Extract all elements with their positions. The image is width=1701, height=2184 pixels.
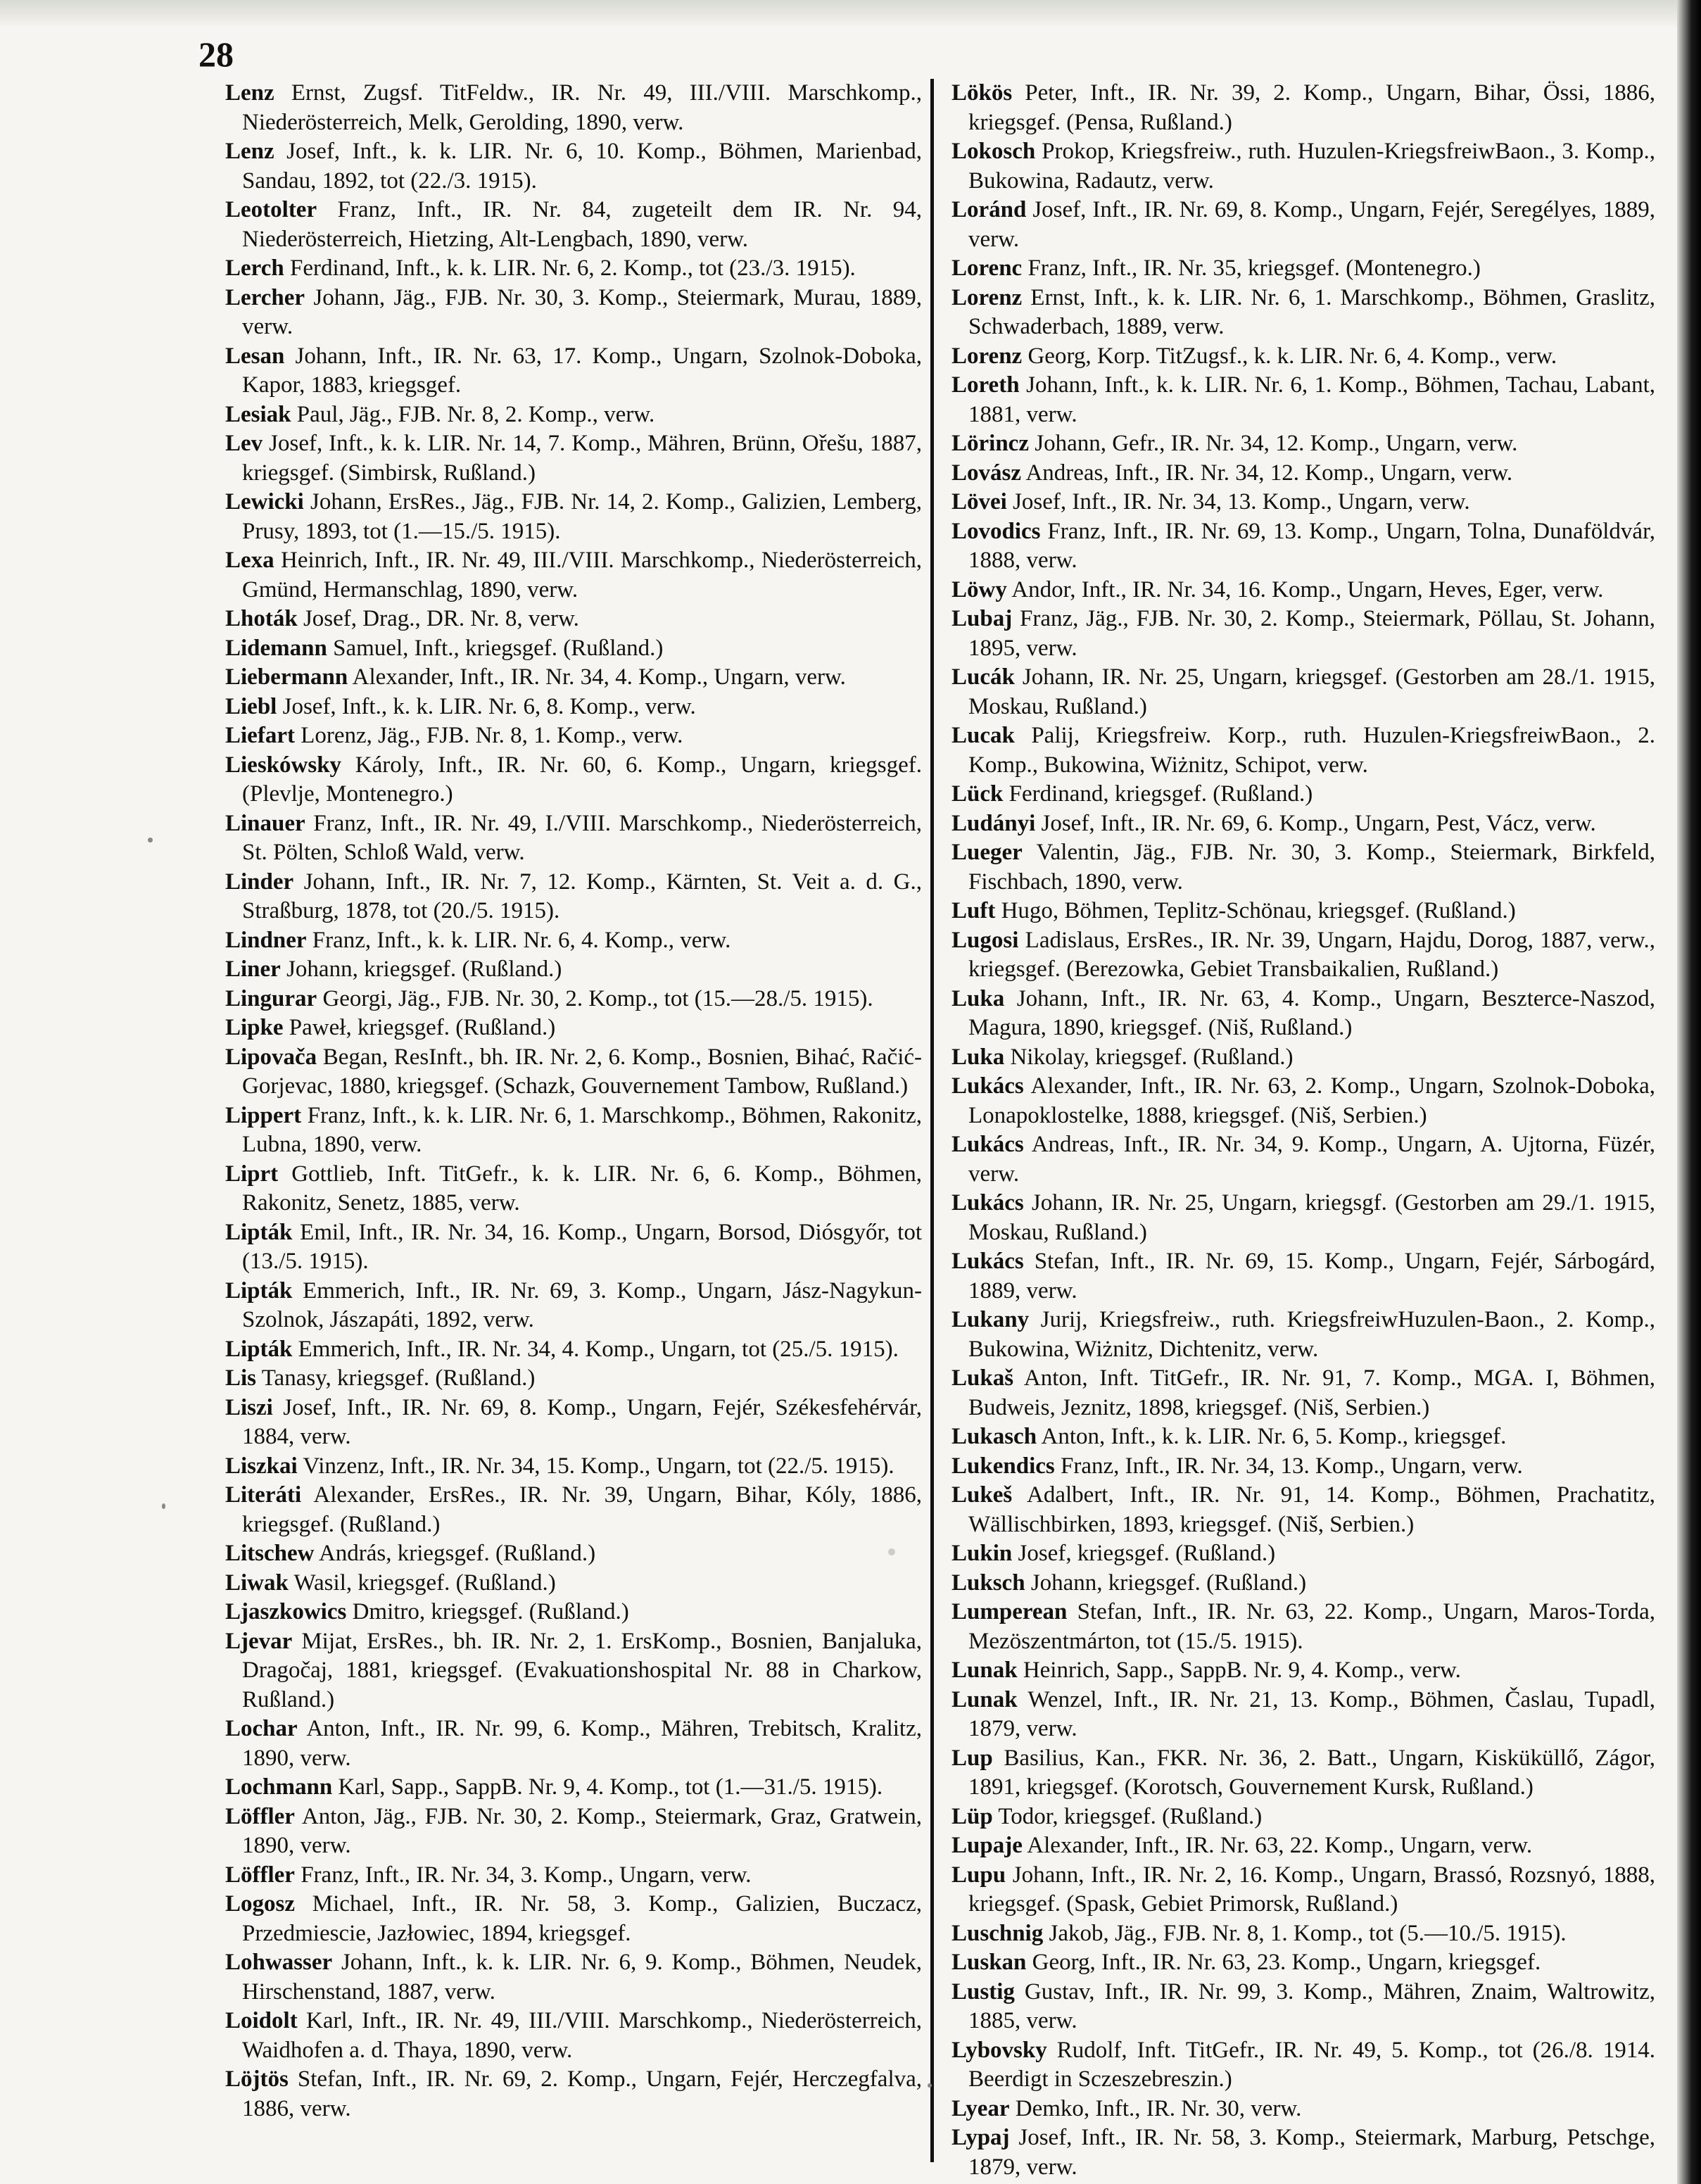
- entry-surname: Lueger: [951, 840, 1023, 865]
- entry-details: Ladislaus, ErsRes., IR. Nr. 39, Ungarn, Hajdu, Dorog, 1887, verw., kriegsgef. (Berezowka, Gebiet Transbaikalien, Rußland.): [968, 927, 1655, 982]
- left-column-entry: [225, 1452, 922, 1482]
- left-column-entry: [225, 693, 922, 722]
- entry-details: Stefan, Inft., IR. Nr. 69, 15. Komp., Ungarn, Fejér, Sárbogárd, 1889, verw.: [968, 1249, 1656, 1304]
- entry-details: Ferdinand, Inft., k. k. LIR. Nr. 6, 2. Komp., tot (23./3. 1915).: [289, 255, 856, 281]
- entry-details: Franz, Inft., IR. Nr. 34, 3. Komp., Ungarn, verw.: [301, 1862, 752, 1888]
- entry-surname: Literáti: [225, 1482, 302, 1508]
- scan-speck: [162, 1503, 165, 1509]
- entry-surname: Lohwasser: [225, 1950, 333, 1975]
- left-column-entry: [225, 342, 922, 400]
- entry-surname: Logosz: [225, 1891, 295, 1917]
- entry-details: Johann, Inft., IR. Nr. 7, 12. Komp., Kärnten, St. Veit a. d. G., Straßburg, 1878, tot (20./5. 1915).: [242, 869, 923, 923]
- left-column-entry: [225, 1160, 922, 1218]
- right-column-entry: [951, 1364, 1655, 1422]
- entry-surname: Lück: [951, 781, 1004, 807]
- entry-surname: Lybovsky: [951, 2037, 1047, 2063]
- entry-surname: Leotolter: [225, 197, 317, 222]
- right-column-entry: [951, 488, 1655, 517]
- entry-details: Heinrich, Inft., IR. Nr. 49, III./VIII. Marschkomp., Niederösterreich, Gmünd, Hermanschlag, 1890, verw.: [242, 548, 923, 602]
- entry-surname: Lev: [225, 431, 263, 456]
- entry-details: Franz, Jäg., FJB. Nr. 30, 2. Komp., Steiermark, Pöllau, St. Johann, 1895, verw.: [968, 606, 1655, 661]
- entry-details: Anton, Inft., k. k. LIR. Nr. 6, 5. Komp., kriegsgef.: [1041, 1424, 1507, 1449]
- entry-details: Michael, Inft., IR. Nr. 58, 3. Komp., Galizien, Buczacz, Przedmiescie, Jazłowiec, 1894, kriegsgef.: [242, 1891, 923, 1946]
- entry-surname: Lippert: [225, 1102, 302, 1128]
- scan-top-shadow: [0, 0, 1701, 28]
- entry-surname: Liprt: [225, 1161, 279, 1187]
- left-column-entry: [225, 1890, 922, 1948]
- left-column-entry: [225, 254, 922, 284]
- left-column-entry: [225, 429, 922, 488]
- entry-details: Emmerich, Inft., IR. Nr. 34, 4. Komp., Ungarn, tot (25./5. 1915).: [298, 1336, 899, 1362]
- entry-surname: Lup: [951, 1745, 993, 1771]
- right-column-entry: [951, 2036, 1655, 2095]
- entry-details: Josef, Inft., k. k. LIR. Nr. 6, 10. Komp., Böhmen, Marienbad, Sandau, 1892, tot (22./3. 1915).: [242, 139, 922, 194]
- entry-surname: Lipovača: [225, 1044, 317, 1070]
- entry-surname: Lukasch: [951, 1424, 1037, 1449]
- entry-surname: Luft: [951, 898, 996, 923]
- entry-details: Hugo, Böhmen, Teplitz-Schönau, kriegsgef. (Rußland.): [1001, 898, 1516, 923]
- entry-details: Paul, Jäg., FJB. Nr. 8, 2. Komp., verw.: [296, 401, 655, 427]
- entry-surname: Löffler: [225, 1803, 295, 1829]
- right-column-entry: [951, 1539, 1655, 1569]
- left-column-entry: [225, 634, 922, 664]
- entry-surname: Lipták: [225, 1336, 293, 1362]
- left-column-entry: [225, 488, 922, 546]
- entry-details: Josef, Inft., IR. Nr. 69, 6. Komp., Ungarn, Pest, Vácz, verw.: [1041, 810, 1596, 836]
- right-column-entry: [951, 1831, 1655, 1861]
- left-column-entry: [225, 1481, 922, 1539]
- right-column-entry: [951, 897, 1655, 926]
- entry-details: Georgi, Jäg., FJB. Nr. 30, 2. Komp., tot (15.—28./5. 1915).: [322, 985, 873, 1011]
- entry-surname: Lipták: [225, 1277, 293, 1304]
- entry-details: Alexander, Inft., IR. Nr. 34, 4. Komp., Ungarn, verw.: [352, 664, 846, 690]
- entry-details: Franz, Inft., IR. Nr. 69, 13. Komp., Ungarn, Tolna, Dunaföldvár, 1888, verw.: [968, 518, 1655, 573]
- entry-surname: Lövei: [951, 489, 1007, 515]
- entry-surname: Lunak: [951, 1686, 1018, 1712]
- entry-details: Dmitro, kriegsgef. (Rußland.): [352, 1599, 629, 1624]
- entry-details: Johann, Inft., k. k. LIR. Nr. 6, 9. Komp., Böhmen, Neudek, Hirschenstand, 1887, verw.: [242, 1950, 923, 2005]
- page-number: 28: [198, 34, 234, 74]
- entry-surname: Lörincz: [951, 431, 1029, 456]
- entry-surname: Loreth: [951, 372, 1020, 398]
- left-column-entry: [225, 196, 922, 254]
- entry-details: Georg, Korp. TitZugsf., k. k. LIR. Nr. 6, 4. Komp., verw.: [1027, 343, 1557, 369]
- entry-surname: Lunak: [951, 1658, 1018, 1683]
- right-column-entry: [951, 1569, 1655, 1598]
- right-column-entry: [951, 254, 1655, 284]
- right-column-entry: [951, 1656, 1655, 1686]
- scan-right-edge: [1677, 0, 1701, 2184]
- entry-surname: Lubaj: [951, 606, 1013, 631]
- entry-details: Franz, Inft., k. k. LIR. Nr. 6, 4. Komp., verw.: [312, 927, 731, 953]
- right-column-entry: [951, 1481, 1655, 1539]
- right-column-entry: [951, 1452, 1655, 1482]
- right-column-entry: [951, 342, 1655, 372]
- entry-details: Josef, Inft., IR. Nr. 58, 3. Komp., Steiermark, Marburg, Petschge, 1879, verw.: [968, 2125, 1656, 2180]
- entry-surname: Löffler: [225, 1862, 295, 1888]
- entry-details: Emmerich, Inft., IR. Nr. 69, 3. Komp., Ungarn, Jász-Nagykun-Szolnok, Jászapáti, 1892, verw.: [242, 1277, 923, 1332]
- left-column-entry: [225, 1715, 922, 1773]
- entry-surname: Lerch: [225, 255, 284, 281]
- entry-surname: Lupu: [951, 1862, 1006, 1888]
- right-column-entry: [951, 371, 1655, 429]
- right-column-entry: [951, 1130, 1655, 1189]
- right-column-entry: [951, 137, 1655, 196]
- entry-details: Palij, Kriegsfreiw. Korp., ruth. Huzulen-KriegsfreiwBaon., 2. Komp., Bukowina, Wiżnitz, Schipot, verw.: [968, 723, 1655, 778]
- entry-details: Jurij, Kriegsfreiw., ruth. KriegsfreiwHuzulen-Baon., 2. Komp., Bukowina, Wiżnitz, Dichtenitz, verw.: [968, 1307, 1655, 1362]
- right-column-entry: [951, 576, 1655, 605]
- left-column-entry: [225, 1773, 922, 1803]
- entry-details: Ernst, Inft., k. k. LIR. Nr. 6, 1. Marschkomp., Böhmen, Graslitz, Schwaderbach, 1889, verw.: [968, 284, 1656, 339]
- entry-details: Johann, kriegsgef. (Rußland.): [286, 957, 562, 982]
- entry-details: Alexander, Inft., IR. Nr. 63, 22. Komp., Ungarn, verw.: [1027, 1833, 1533, 1858]
- left-column-entry: [225, 546, 922, 605]
- right-column-entry: [951, 780, 1655, 809]
- right-column-entry: [951, 838, 1655, 897]
- right-column-entry: [951, 1686, 1655, 1744]
- entry-surname: Lipták: [225, 1219, 293, 1245]
- left-column-entry: [225, 1569, 922, 1598]
- entry-surname: Liebermann: [225, 664, 348, 690]
- entry-details: Alexander, ErsRes., IR. Nr. 39, Ungarn, Bihar, Kóly, 1886, kriegsgef. (Rußland.): [242, 1482, 922, 1537]
- right-column-entry: [951, 1422, 1655, 1452]
- entry-details: Josef, Inft., IR. Nr. 34, 13. Komp., Ungarn, verw.: [1013, 489, 1470, 515]
- entry-details: Wenzel, Inft., IR. Nr. 21, 13. Komp., Böhmen, Časlau, Tupadl, 1879, verw.: [968, 1686, 1655, 1741]
- entry-details: Franz, Inft., IR. Nr. 35, kriegsgef. (Montenegro.): [1027, 255, 1481, 281]
- entry-surname: Lhoták: [225, 606, 298, 631]
- left-column-entry: [225, 868, 922, 926]
- entry-surname: Litschew: [225, 1541, 315, 1566]
- scan-speck: [148, 838, 153, 842]
- entry-surname: Lukendics: [951, 1453, 1055, 1479]
- left-column-entry: [225, 1948, 922, 2007]
- entry-surname: Lidemann: [225, 635, 327, 661]
- right-column-entry: [951, 2123, 1655, 2182]
- entry-details: Franz, Inft., IR. Nr. 34, 13. Komp., Ungarn, verw.: [1060, 1453, 1523, 1479]
- entry-details: Ernst, Zugsf. TitFeldw., IR. Nr. 49, III./VIII. Marschkomp., Niederösterreich, Melk, Gerolding, 1890, verw.: [242, 80, 922, 135]
- left-column-entry: [225, 1277, 922, 1335]
- left-column-entry: [225, 605, 922, 634]
- right-column-entry: [951, 1072, 1655, 1130]
- entry-surname: Lypaj: [951, 2125, 1010, 2150]
- left-column-entry: [225, 926, 922, 956]
- right-column-entry: [951, 663, 1655, 721]
- right-column-entry: [951, 1978, 1655, 2036]
- entry-surname: Lugosi: [951, 927, 1019, 953]
- right-column-entry: [951, 1189, 1655, 1247]
- entry-surname: Lukács: [951, 1249, 1024, 1274]
- entry-details: Anton, Inft. TitGefr., IR. Nr. 91, 7. Komp., MGA. I, Böhmen, Budweis, Jeznitz, 1898, kriegsgef. (Niš, Serbien.): [968, 1365, 1656, 1420]
- entry-surname: Lukács: [951, 1073, 1024, 1099]
- entry-surname: Löjtös: [225, 2066, 289, 2092]
- entry-surname: Lukács: [951, 1190, 1024, 1216]
- entry-details: Todor, kriegsgef. (Rußland.): [998, 1803, 1263, 1829]
- right-column-entry: [951, 517, 1655, 576]
- right-column-entry: [951, 721, 1655, 780]
- entry-surname: Lingurar: [225, 985, 317, 1011]
- left-column-entry: [225, 1218, 922, 1277]
- entry-surname: Lumperean: [951, 1599, 1068, 1624]
- right-column-entry: [951, 284, 1655, 342]
- entry-details: Johann, Inft., IR. Nr. 2, 16. Komp., Ungarn, Brassó, Rozsnyó, 1888, kriegsgef. (Spask, Gebiet Primorsk, Rußland.): [968, 1862, 1656, 1917]
- entry-surname: Lovodics: [951, 518, 1041, 544]
- entry-surname: Lexa: [225, 548, 274, 573]
- entry-surname: Liwak: [225, 1570, 289, 1596]
- entry-surname: Lewicki: [225, 489, 304, 515]
- entry-surname: Lorenz: [951, 284, 1023, 310]
- entry-details: Demko, Inft., IR. Nr. 30, verw.: [1015, 2095, 1302, 2121]
- left-column-entry: [225, 79, 922, 137]
- entry-surname: Lucak: [951, 723, 1015, 748]
- entry-surname: Ljevar: [225, 1628, 293, 1654]
- entry-surname: Lökös: [951, 80, 1013, 106]
- entry-details: Gottlieb, Inft. TitGefr., k. k. LIR. Nr. 6, 6. Komp., Böhmen, Rakonitz, Senetz, 1885, verw.: [242, 1161, 922, 1216]
- entry-surname: Lüp: [951, 1803, 993, 1829]
- entry-details: Prokop, Kriegsfreiw., ruth. Huzulen-KriegsfreiwBaon., 3. Komp., Bukowina, Radautz, verw.: [968, 139, 1655, 194]
- right-column-entry: [951, 1306, 1655, 1364]
- entry-surname: Linauer: [225, 810, 305, 836]
- entry-surname: Lindner: [225, 927, 307, 953]
- entry-details: Johann, kriegsgef. (Rußland.): [1030, 1570, 1307, 1596]
- left-column-entry: [225, 1803, 922, 1861]
- entry-details: Mijat, ErsRes., bh. IR. Nr. 2, 1. ErsKomp., Bosnien, Banjaluka, Dragočaj, 1881, kriegsgef. (Evakuationshospital Nr. 88 in Charkow, Rußland.): [242, 1628, 922, 1712]
- entry-surname: Luksch: [951, 1570, 1025, 1596]
- entry-surname: Luskan: [951, 1950, 1027, 1975]
- entry-details: Jakob, Jäg., FJB. Nr. 8, 1. Komp., tot (5.—10./5. 1915).: [1049, 1920, 1567, 1946]
- left-column-entry: [225, 1861, 922, 1891]
- entry-surname: Loidolt: [225, 2008, 298, 2033]
- right-column-entry: [951, 809, 1655, 839]
- entry-details: Josef, Inft., IR. Nr. 69, 8. Komp., Ungarn, Fejér, Székesfehérvár, 1884, verw.: [242, 1394, 922, 1449]
- entry-surname: Liebl: [225, 693, 277, 719]
- left-column-entry: [225, 1014, 922, 1043]
- entry-details: Began, ResInft., bh. IR. Nr. 2, 6. Komp., Bosnien, Bihać, Račić-Gorjevac, 1880, kriegsgef. (Schazk, Gouvernement Tambow, Rußland.): [242, 1044, 923, 1099]
- entry-surname: Lesan: [225, 343, 285, 369]
- entry-details: Stefan, Inft., IR. Nr. 69, 2. Komp., Ungarn, Fejér, Herczegfalva, 1886, verw.: [242, 2066, 923, 2121]
- right-column-entry: [951, 1948, 1655, 1978]
- left-column-entry: [225, 955, 922, 985]
- entry-details: Károly, Inft., IR. Nr. 60, 6. Komp., Ungarn, kriegsgef. (Plevlje, Montenegro.): [242, 752, 922, 807]
- entry-details: Andreas, Inft., IR. Nr. 34, 12. Komp., Ungarn, verw.: [1025, 460, 1513, 486]
- left-column-entry: [225, 1102, 922, 1160]
- entry-surname: Löwy: [951, 576, 1007, 602]
- scan-speck: [888, 1548, 895, 1555]
- entry-details: Tanasy, kriegsgef. (Rußland.): [261, 1365, 536, 1391]
- left-column-entry: [225, 809, 922, 868]
- entry-details: Rudolf, Inft. TitGefr., IR. Nr. 49, 5. Komp., tot (26./8. 1914. Beerdigt in Sczeszebreszin.): [968, 2037, 1655, 2092]
- entry-details: Anton, Inft., IR. Nr. 99, 6. Komp., Mähren, Trebitsch, Kralitz, 1890, verw.: [242, 1716, 922, 1771]
- left-column-entry: [225, 284, 922, 342]
- entry-details: Josef, Inft., IR. Nr. 69, 8. Komp., Ungarn, Fejér, Seregélyes, 1889, verw.: [968, 197, 1655, 252]
- entry-surname: Lochar: [225, 1716, 298, 1741]
- left-column-entry: [225, 2007, 922, 2065]
- entry-surname: Lis: [225, 1365, 257, 1391]
- entry-details: Valentin, Jäg., FJB. Nr. 30, 3. Komp., Steiermark, Birkfeld, Fischbach, 1890, verw.: [968, 840, 1655, 895]
- entry-surname: Ljaszkowics: [225, 1599, 347, 1624]
- entry-details: Johann, IR. Nr. 25, Ungarn, kriegsgf. (Gestorben am 29./1. 1915, Moskau, Rußland.): [968, 1190, 1655, 1245]
- entry-surname: Luka: [951, 1044, 1005, 1070]
- entry-details: Wasil, kriegsgef. (Rußland.): [293, 1570, 556, 1596]
- entry-details: Josef, Drag., DR. Nr. 8, verw.: [303, 606, 579, 631]
- entry-details: Emil, Inft., IR. Nr. 34, 16. Komp., Ungarn, Borsod, Diósgyőr, tot (13./5. 1915).: [242, 1219, 923, 1274]
- entry-details: Johann, Inft., IR. Nr. 63, 17. Komp., Ungarn, Szolnok-Doboka, Kapor, 1883, kriegsgef.: [242, 343, 922, 398]
- left-column-entry: [225, 985, 922, 1014]
- left-column-entry: [225, 1598, 922, 1627]
- entry-details: Johann, IR. Nr. 25, Ungarn, kriegsgef. (Gestorben am 28./1. 1915, Moskau, Rußland.): [968, 664, 1656, 719]
- entry-details: Franz, Inft., IR. Nr. 49, I./VIII. Marschkomp., Niederösterreich, St. Pölten, Schloß Wald, verw.: [242, 810, 923, 865]
- right-column-entry: [951, 1598, 1655, 1656]
- entry-surname: Lupaje: [951, 1833, 1023, 1858]
- entry-details: Johann, Gefr., IR. Nr. 34, 12. Komp., Ungarn, verw.: [1035, 431, 1518, 456]
- right-column-entry: [951, 1861, 1655, 1919]
- entry-details: Vinzenz, Inft., IR. Nr. 34, 15. Komp., Ungarn, tot (22./5. 1915).: [303, 1453, 894, 1479]
- entry-details: Josef, Inft., k. k. LIR. Nr. 14, 7. Komp., Mähren, Brünn, Ořešu, 1887, kriegsgef. (Simbirsk, Rußland.): [242, 431, 923, 486]
- entry-details: Franz, Inft., IR. Nr. 84, zugeteilt dem IR. Nr. 94, Niederösterreich, Hietzing, Alt-Lengbach, 1890, verw.: [242, 197, 923, 252]
- entry-details: Ferdinand, kriegsgef. (Rußland.): [1008, 781, 1313, 807]
- entry-details: Lorenz, Jäg., FJB. Nr. 8, 1. Komp., verw.: [301, 723, 683, 748]
- left-column-entry: [225, 663, 922, 693]
- entry-surname: Lukács: [951, 1132, 1024, 1157]
- right-column: [951, 79, 1655, 2182]
- entry-details: Heinrich, Sapp., SappB. Nr. 9, 4. Komp., verw.: [1023, 1658, 1461, 1683]
- right-column-entry: [951, 926, 1655, 985]
- entry-details: Franz, Inft., k. k. LIR. Nr. 6, 1. Marschkomp., Böhmen, Rakonitz, Lubna, 1890, verw.: [242, 1102, 922, 1157]
- right-column-entry: [951, 196, 1655, 254]
- entry-details: Johann, Inft., k. k. LIR. Nr. 6, 1. Komp., Böhmen, Tachau, Labant, 1881, verw.: [968, 372, 1655, 427]
- entry-details: Stefan, Inft., IR. Nr. 63, 22. Komp., Ungarn, Maros-Torda, Mezöszentmárton, tot (15./5. 1915).: [968, 1599, 1655, 1654]
- right-column-entry: [951, 2095, 1655, 2124]
- entry-surname: Ludányi: [951, 810, 1036, 836]
- left-column: [225, 79, 922, 2123]
- entry-surname: Liszi: [225, 1394, 273, 1420]
- right-column-entry: [951, 1247, 1655, 1306]
- scan-speck: [928, 2083, 932, 2088]
- entry-surname: Lenz: [225, 80, 274, 106]
- left-column-entry: [225, 1043, 922, 1102]
- entry-surname: Lukin: [951, 1541, 1013, 1566]
- entry-surname: Lorenc: [951, 255, 1023, 281]
- entry-details: Johann, Inft., IR. Nr. 63, 4. Komp., Ungarn, Beszterce-Naszod, Magura, 1890, kriegsgef. (Niš, Rußland.): [968, 985, 1656, 1040]
- entry-details: Adalbert, Inft., IR. Nr. 91, 14. Komp., Böhmen, Prachatitz, Wällischbirken, 1893, kriegsgef. (Niš, Serbien.): [968, 1482, 1655, 1537]
- entry-details: Johann, ErsRes., Jäg., FJB. Nr. 14, 2. Komp., Galizien, Lemberg, Prusy, 1893, tot (1.—15./5. 1915).: [242, 489, 923, 544]
- entry-surname: Lucák: [951, 664, 1015, 690]
- entry-surname: Lipke: [225, 1015, 284, 1040]
- left-column-entry: [225, 1335, 922, 1365]
- entry-surname: Lercher: [225, 284, 305, 310]
- entry-details: Andor, Inft., IR. Nr. 34, 16. Komp., Ungarn, Heves, Eger, verw.: [1011, 576, 1604, 602]
- entry-details: András, kriegsgef. (Rußland.): [318, 1541, 596, 1566]
- right-column-entry: [951, 459, 1655, 488]
- entry-details: Karl, Inft., IR. Nr. 49, III./VIII. Marschkomp., Niederösterreich, Waidhofen a. d. Thaya, 1890, verw.: [242, 2008, 922, 2063]
- entry-details: Josef, Inft., k. k. LIR. Nr. 6, 8. Komp., verw.: [282, 693, 696, 719]
- entry-details: Paweł, kriegsgef. (Rußland.): [289, 1015, 556, 1040]
- left-column-entry: [225, 721, 922, 751]
- left-column-entry: [225, 1394, 922, 1452]
- entry-details: Andreas, Inft., IR. Nr. 34, 9. Komp., Ungarn, A. Ujtorna, Füzér, verw.: [968, 1132, 1655, 1187]
- entry-surname: Lesiak: [225, 401, 291, 427]
- entry-surname: Lieskówsky: [225, 752, 342, 778]
- left-column-entry: [225, 2065, 922, 2123]
- entry-surname: Lenz: [225, 139, 274, 164]
- entry-surname: Lochmann: [225, 1774, 333, 1800]
- right-column-entry: [951, 429, 1655, 459]
- entry-surname: Lukaš: [951, 1365, 1014, 1391]
- entry-surname: Lukeš: [951, 1482, 1013, 1508]
- entry-details: Samuel, Inft., kriegsgef. (Rußland.): [333, 635, 664, 661]
- entry-surname: Lorenz: [951, 343, 1023, 369]
- entry-surname: Luka: [951, 985, 1005, 1011]
- entry-details: Nikolay, kriegsgef. (Rußland.): [1010, 1044, 1294, 1070]
- left-column-entry: [225, 1364, 922, 1394]
- entry-details: Anton, Jäg., FJB. Nr. 30, 2. Komp., Steiermark, Graz, Gratwein, 1890, verw.: [242, 1803, 922, 1858]
- entry-surname: Loránd: [951, 197, 1027, 222]
- right-column-entry: [951, 1043, 1655, 1073]
- left-column-entry: [225, 1627, 922, 1715]
- entry-details: Alexander, Inft., IR. Nr. 63, 2. Komp., Ungarn, Szolnok-Doboka, Lonapoklostelke, 1888, kriegsgef. (Niš, Serbien.): [968, 1073, 1655, 1128]
- entry-surname: Lokosch: [951, 139, 1036, 164]
- left-column-entry: [225, 400, 922, 430]
- left-column-entry: [225, 1539, 922, 1569]
- right-column-entry: [951, 79, 1655, 137]
- entry-surname: Liszkai: [225, 1453, 298, 1479]
- entry-surname: Lustig: [951, 1978, 1015, 2005]
- entry-surname: Linder: [225, 869, 294, 895]
- right-column-entry: [951, 985, 1655, 1043]
- right-column-entry: [951, 1919, 1655, 1949]
- column-divider: [930, 79, 934, 2162]
- entry-surname: Liefart: [225, 723, 295, 748]
- entry-surname: Lukany: [951, 1307, 1030, 1332]
- left-column-entry: [225, 751, 922, 809]
- entry-details: Peter, Inft., IR. Nr. 39, 2. Komp., Ungarn, Bihar, Össi, 1886, kriegsgef. (Pensa, Rußland.): [968, 80, 1656, 135]
- entry-surname: Lyear: [951, 2095, 1010, 2121]
- entry-details: Josef, kriegsgef. (Rußland.): [1018, 1541, 1276, 1566]
- left-column-entry: [225, 137, 922, 196]
- right-column-entry: [951, 605, 1655, 663]
- entry-surname: Liner: [225, 957, 281, 982]
- entry-details: Johann, Jäg., FJB. Nr. 30, 3. Komp., Steiermark, Murau, 1889, verw.: [242, 284, 922, 339]
- entry-details: Karl, Sapp., SappB. Nr. 9, 4. Komp., tot (1.—31./5. 1915).: [338, 1774, 883, 1800]
- right-column-entry: [951, 1803, 1655, 1832]
- entry-details: Georg, Inft., IR. Nr. 63, 23. Komp., Ungarn, kriegsgef.: [1032, 1950, 1541, 1975]
- entry-surname: Luschnig: [951, 1920, 1044, 1946]
- entry-details: Gustav, Inft., IR. Nr. 99, 3. Komp., Mähren, Znaim, Waltrowitz, 1885, verw.: [968, 1978, 1655, 2033]
- entry-surname: Lovász: [951, 460, 1021, 486]
- right-column-entry: [951, 1744, 1655, 1803]
- entry-details: Basilius, Kan., FKR. Nr. 36, 2. Batt., Ungarn, Kisküküllő, Zágor, 1891, kriegsgef. (Korotsch, Gouvernement Kursk, Rußland.): [968, 1745, 1656, 1800]
